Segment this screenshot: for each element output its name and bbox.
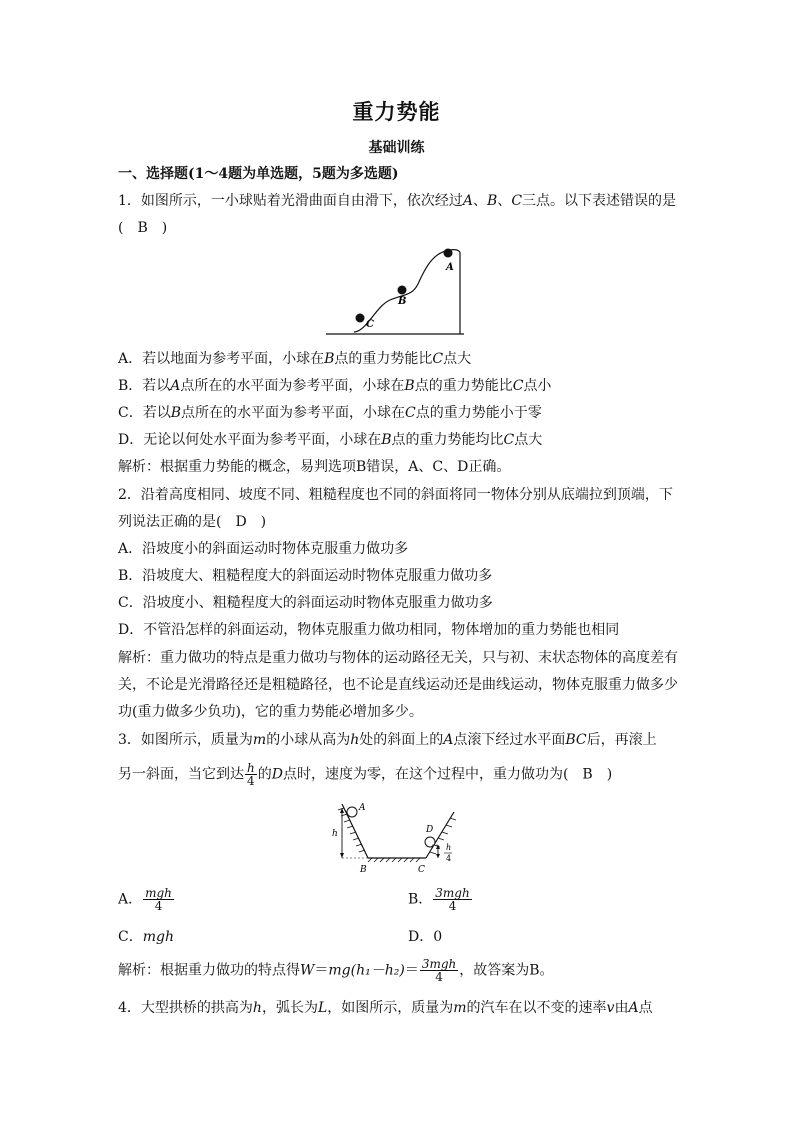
- fig-label-b: B: [360, 865, 367, 875]
- q2-analysis-line2: 关，不论是光滑路径还是粗糙路径，也不论是直线运动还是曲线运动，物体克服重力做多少: [118, 677, 678, 693]
- q3-option-a: A． $\frac{\text{mgh}}{4}$: [118, 886, 172, 913]
- section-heading: 一、选择题(1～4题为单选题，5题为多选题): [118, 166, 399, 182]
- q1-option-a: A．若以地面为参考平面，小球在B点的重力势能比C点大: [118, 351, 472, 367]
- fig-label-a: A: [446, 262, 454, 273]
- q3-option-c: C．mgh: [118, 929, 174, 945]
- q3-option-b: B． $\frac{\text{3mgh}}{4}$: [408, 886, 470, 913]
- q2-option-d: D．不管沿怎样的斜面运动，物体克服重力做功相同，物体增加的重力势能也相同: [118, 622, 620, 638]
- fig-label-d: D: [426, 825, 434, 835]
- page-subtitle: 基础训练: [368, 140, 425, 156]
- q2-stem-line1: 2．沿着高度相同、坡度不同、粗糙程度也不同的斜面将同一物体分别从底端拉到顶端，下: [118, 487, 673, 503]
- ball-a: [444, 249, 453, 258]
- q1-option-d: D．无论以何处水平面为参考平面，小球在B点的重力势能均比C点大: [118, 432, 543, 448]
- q2-option-c: C．沿坡度小、粗糙程度大的斜面运动时物体克服重力做功多: [118, 595, 493, 611]
- q3-ramp-figure: [328, 798, 468, 878]
- right-slope-hatch: [430, 818, 456, 854]
- fig-label-c: C: [418, 865, 425, 875]
- q3-analysis: 解析：根据重力做功的特点得W＝mg(h₁－h₂)＝ $\frac{\text{3mgh}}{4}$ ，故答案为B。: [118, 957, 554, 984]
- q2-option-b: B．沿坡度大、粗糙程度大的斜面运动时物体克服重力做功多: [118, 568, 493, 584]
- q3-stem-line1: 3．如图所示，质量为m的小球从高为h处的斜面上的A点滚下经过水平面BC后，再滚上: [118, 732, 657, 748]
- q1-option-b: B．若以A点所在的水平面为参考平面，小球在B点的重力势能比C点小: [118, 378, 552, 394]
- fig-label-h: h: [332, 829, 338, 839]
- ball-d: [425, 837, 435, 847]
- fig-label-h4-num: h: [446, 843, 452, 852]
- ball-c: [356, 314, 365, 323]
- q2-stem-line2: 列说法正确的是( D ): [118, 514, 267, 530]
- q1-curve-figure: [326, 244, 472, 340]
- ball-b: [398, 286, 407, 295]
- q2-analysis-line3: 功(重力做多少负功)，它的重力势能必增加多少。: [118, 704, 423, 720]
- ball-a: [347, 807, 357, 817]
- page-title: 重力势能: [352, 99, 441, 124]
- q2-analysis-line1: 解析：重力做功的特点是重力做功与物体的运动路径无关，只与初、末状态物体的高度差有: [118, 650, 678, 666]
- q1-stem: 1．如图所示，一小球贴着光滑曲面自由滑下，依次经过A、B、C三点。以下表述错误的是: [118, 193, 677, 209]
- h-over-4-fraction: $\frac{h}{4}$: [247, 761, 255, 788]
- q2-option-a: A．沿坡度小的斜面运动时物体克服重力做功多: [118, 541, 409, 557]
- fig-label-a: A: [359, 803, 366, 813]
- fig-label-h4-den: 4: [446, 854, 452, 863]
- q4-stem: 4．大型拱桥的拱高为h，弧长为L，如图所示，质量为m的汽车在以不变的速率v由A点: [118, 1000, 653, 1016]
- fig-label-c: C: [366, 319, 374, 330]
- q1-answer: ( B ): [118, 220, 168, 236]
- q1-option-c: C．若以B点所在的水平面为参考平面，小球在C点的重力势能小于零: [118, 405, 542, 421]
- q3-option-d: D．0: [408, 929, 443, 945]
- q3-stem-line2: 另一斜面，当它到达 $\frac{h}{4}$ 的D点时，速度为零，在这个过程中，重力做功为( B ): [118, 761, 613, 788]
- fig-label-b: B: [398, 296, 407, 307]
- q1-analysis: 解析：根据重力势能的概念，易判选项B错误，A、C、D正确。: [118, 459, 511, 475]
